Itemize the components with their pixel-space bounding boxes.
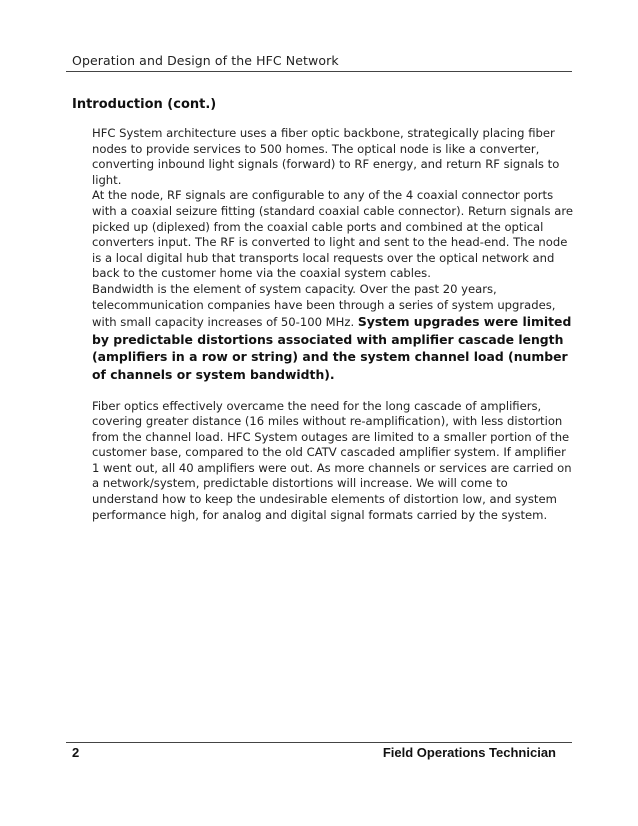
paragraph-fiber-optics: Fiber optics effectively overcame the need for the long cascade of amplifiers, covering greater distance (16 miles without re-amplification), with less distortion from the channel load. HFC System outages are limited to a smaller portion of the customer base, compared to the old CATV cascaded amplifier system. If amplifier 1 went out, all 40 amplifiers were out. As more channels or services are carried on a network/system, predictable distortions will increase. We will come to understand how to keep the undesirable elements of distortion low, and system performance high, for analog and digital signal formats carried by the system. [92,398,572,522]
paragraph-architecture: HFC System architecture uses a fiber optic backbone, strategically placing fiber nodes to provide services to 500 homes. The optical node is like a converter, converting inbound light signals (forward) to RF energy, and return RF signals to light. [92,126,560,187]
paragraph-node: At the node, RF signals are configurable to any of the 4 coaxial connector ports with a coaxial seizure fitting (standard coaxial cable connector). Return signals are picked up (diplexed) from the coaxial cable ports and combined at the optical converters input. The RF is converted to light and sent to the head-end. The node is a local digital hub that transports local requests over the optical network and back to the customer home via the coaxial system cables. [92,188,573,281]
header-divider [66,71,572,72]
paragraph-bandwidth [92,282,576,384]
paragraph-bandwidth-emphasis: System upgrades were limited by predictable distortions associated with amplifier cascade length (amplifiers in a row or string) and the system channel load (number of channels or system bandwidth). [92,314,572,382]
footer-divider [66,742,572,743]
running-header: Operation and Design of the HFC Network [72,53,339,68]
paragraph-spacer [92,384,576,399]
page-number: 2 [72,745,80,760]
footer-title: Field Operations Technician [382,745,556,760]
section-title: Introduction (cont.) [72,97,217,112]
body-text [92,126,576,523]
paragraph-bandwidth-text: Bandwidth is the element of system capacity. Over the past 20 years, telecommunication companies have been through a series of system upgrades, with small capacity increases of 50-100 MHz. [92,281,556,330]
